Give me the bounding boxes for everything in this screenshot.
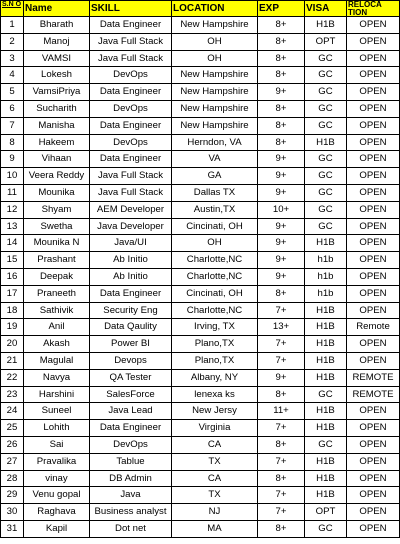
- cell-sno: 28: [1, 470, 24, 487]
- table-row: [1, 352, 400, 369]
- cell-sno: 30: [1, 504, 24, 521]
- table-row: [1, 403, 400, 420]
- cell-visa: H1B: [305, 352, 347, 369]
- cell-skill: DevOps: [90, 100, 172, 117]
- cell-relocation: OPEN: [347, 168, 400, 185]
- cell-relocation: OPEN: [347, 252, 400, 269]
- cell-relocation: OPEN: [347, 302, 400, 319]
- cell-visa: H1B: [305, 336, 347, 353]
- cell-relocation: OPEN: [347, 504, 400, 521]
- cell-skill: Ab Initio: [90, 268, 172, 285]
- cell-skill: DB Admin: [90, 470, 172, 487]
- cell-visa: OPT: [305, 33, 347, 50]
- cell-name: Mounika: [24, 184, 90, 201]
- cell-sno: 13: [1, 218, 24, 235]
- cell-relocation: OPEN: [347, 117, 400, 134]
- cell-location: MA: [172, 520, 258, 537]
- cell-relocation: OPEN: [347, 184, 400, 201]
- cell-skill: Data Qaulity: [90, 319, 172, 336]
- cell-location: Dallas TX: [172, 184, 258, 201]
- cell-sno: 19: [1, 319, 24, 336]
- cell-exp: 13+: [258, 319, 305, 336]
- cell-sno: 1: [1, 17, 24, 34]
- cell-visa: H1B: [305, 17, 347, 34]
- cell-visa: H1B: [305, 487, 347, 504]
- cell-skill: Devops: [90, 352, 172, 369]
- cell-name: Navya: [24, 369, 90, 386]
- cell-relocation: OPEN: [347, 285, 400, 302]
- cell-name: Prashant: [24, 252, 90, 269]
- cell-sno: 22: [1, 369, 24, 386]
- cell-visa: GC: [305, 218, 347, 235]
- cell-sno: 14: [1, 235, 24, 252]
- cell-exp: 9+: [258, 369, 305, 386]
- cell-location: Albany, NY: [172, 369, 258, 386]
- cell-visa: GC: [305, 168, 347, 185]
- cell-exp: 9+: [258, 235, 305, 252]
- cell-sno: 8: [1, 134, 24, 151]
- table-body: [1, 17, 400, 538]
- cell-relocation: REMOTE: [347, 386, 400, 403]
- cell-sno: 24: [1, 403, 24, 420]
- cell-sno: 4: [1, 67, 24, 84]
- cell-exp: 8+: [258, 386, 305, 403]
- cell-relocation: OPEN: [347, 520, 400, 537]
- cell-exp: 9+: [258, 268, 305, 285]
- cell-sno: 31: [1, 520, 24, 537]
- cell-exp: 7+: [258, 420, 305, 437]
- cell-name: Manisha: [24, 117, 90, 134]
- cell-visa: H1B: [305, 134, 347, 151]
- cell-visa: OPT: [305, 504, 347, 521]
- cell-sno: 25: [1, 420, 24, 437]
- cell-location: Plano,TX: [172, 352, 258, 369]
- table-row: [1, 33, 400, 50]
- cell-relocation: OPEN: [347, 50, 400, 67]
- table-row: [1, 84, 400, 101]
- table-row: [1, 151, 400, 168]
- cell-location: New Jersy: [172, 403, 258, 420]
- cell-location: New Hampshire: [172, 67, 258, 84]
- cell-sno: 10: [1, 168, 24, 185]
- table-row: [1, 201, 400, 218]
- cell-visa: GC: [305, 84, 347, 101]
- cell-exp: 8+: [258, 50, 305, 67]
- cell-location: CA: [172, 436, 258, 453]
- cell-exp: 8+: [258, 117, 305, 134]
- cell-exp: 7+: [258, 487, 305, 504]
- cell-relocation: Remote: [347, 319, 400, 336]
- table-row: [1, 470, 400, 487]
- cell-visa: GC: [305, 151, 347, 168]
- cell-relocation: OPEN: [347, 201, 400, 218]
- cell-skill: Data Engineer: [90, 17, 172, 34]
- cell-name: Sathivik: [24, 302, 90, 319]
- cell-exp: 8+: [258, 470, 305, 487]
- cell-relocation: OPEN: [347, 268, 400, 285]
- cell-skill: Business analyst: [90, 504, 172, 521]
- cell-sno: 11: [1, 184, 24, 201]
- cell-relocation: OPEN: [347, 17, 400, 34]
- cell-name: Sai: [24, 436, 90, 453]
- cell-visa: H1B: [305, 319, 347, 336]
- table-row: [1, 117, 400, 134]
- cell-exp: 7+: [258, 504, 305, 521]
- cell-location: Charlotte,NC: [172, 252, 258, 269]
- header-row: [1, 1, 400, 17]
- cell-skill: AEM Developer: [90, 201, 172, 218]
- cell-relocation: OPEN: [347, 100, 400, 117]
- cell-relocation: OPEN: [347, 84, 400, 101]
- cell-skill: Tablue: [90, 453, 172, 470]
- table-row: [1, 386, 400, 403]
- cell-visa: H1B: [305, 302, 347, 319]
- cell-skill: Java Developer: [90, 218, 172, 235]
- header-sno: S.N O: [1, 1, 24, 17]
- table-row: [1, 134, 400, 151]
- cell-exp: 9+: [258, 168, 305, 185]
- cell-location: New Hampshire: [172, 100, 258, 117]
- cell-location: TX: [172, 487, 258, 504]
- cell-location: OH: [172, 50, 258, 67]
- cell-sno: 7: [1, 117, 24, 134]
- cell-name: Praneeth: [24, 285, 90, 302]
- header-relocation: RELOCA TION: [347, 1, 400, 17]
- cell-name: Anil: [24, 319, 90, 336]
- cell-name: Pravalika: [24, 453, 90, 470]
- cell-sno: 15: [1, 252, 24, 269]
- table-row: [1, 420, 400, 437]
- table-row: [1, 302, 400, 319]
- cell-name: Deepak: [24, 268, 90, 285]
- cell-sno: 20: [1, 336, 24, 353]
- cell-name: Hakeem: [24, 134, 90, 151]
- cell-visa: H1B: [305, 470, 347, 487]
- cell-visa: H1B: [305, 369, 347, 386]
- cell-visa: GC: [305, 436, 347, 453]
- cell-visa: H1B: [305, 403, 347, 420]
- cell-sno: 23: [1, 386, 24, 403]
- cell-exp: 8+: [258, 436, 305, 453]
- cell-skill: Data Engineer: [90, 151, 172, 168]
- cell-location: New Hampshire: [172, 117, 258, 134]
- cell-name: Suneel: [24, 403, 90, 420]
- cell-location: OH: [172, 33, 258, 50]
- cell-name: Lohith: [24, 420, 90, 437]
- cell-exp: 8+: [258, 520, 305, 537]
- cell-exp: 9+: [258, 184, 305, 201]
- cell-skill: Java Full Stack: [90, 168, 172, 185]
- table-row: [1, 100, 400, 117]
- cell-name: Venu gopal: [24, 487, 90, 504]
- cell-relocation: REMOTE: [347, 369, 400, 386]
- cell-skill: Data Engineer: [90, 117, 172, 134]
- cell-skill: Data Engineer: [90, 285, 172, 302]
- cell-name: Veera Reddy: [24, 168, 90, 185]
- cell-relocation: OPEN: [347, 218, 400, 235]
- cell-name: Harshini: [24, 386, 90, 403]
- table-row: [1, 50, 400, 67]
- cell-exp: 7+: [258, 453, 305, 470]
- cell-visa: GC: [305, 201, 347, 218]
- cell-sno: 26: [1, 436, 24, 453]
- cell-location: New Hampshire: [172, 17, 258, 34]
- table-row: [1, 268, 400, 285]
- cell-exp: 11+: [258, 403, 305, 420]
- cell-relocation: OPEN: [347, 33, 400, 50]
- cell-name: Swetha: [24, 218, 90, 235]
- cell-exp: 8+: [258, 100, 305, 117]
- cell-skill: Java Full Stack: [90, 33, 172, 50]
- cell-skill: Java Lead: [90, 403, 172, 420]
- cell-exp: 9+: [258, 252, 305, 269]
- cell-visa: GC: [305, 520, 347, 537]
- cell-exp: 10+: [258, 201, 305, 218]
- cell-skill: DevOps: [90, 436, 172, 453]
- cell-visa: H1B: [305, 453, 347, 470]
- cell-relocation: OPEN: [347, 352, 400, 369]
- cell-skill: Data Engineer: [90, 420, 172, 437]
- table-row: [1, 252, 400, 269]
- table-row: [1, 436, 400, 453]
- cell-visa: h1b: [305, 268, 347, 285]
- cell-exp: 8+: [258, 67, 305, 84]
- cell-exp: 9+: [258, 84, 305, 101]
- header-location: LOCATION: [172, 1, 258, 17]
- cell-name: Mounika N: [24, 235, 90, 252]
- cell-name: vinay: [24, 470, 90, 487]
- table-row: [1, 168, 400, 185]
- cell-skill: Java Full Stack: [90, 50, 172, 67]
- cell-visa: GC: [305, 67, 347, 84]
- cell-visa: GC: [305, 117, 347, 134]
- cell-name: Magulal: [24, 352, 90, 369]
- cell-name: Kapil: [24, 520, 90, 537]
- header-name: Name: [24, 1, 90, 17]
- cell-sno: 3: [1, 50, 24, 67]
- cell-skill: DevOps: [90, 67, 172, 84]
- table-row: [1, 184, 400, 201]
- header-exp: EXP: [258, 1, 305, 17]
- cell-relocation: OPEN: [347, 336, 400, 353]
- cell-visa: H1B: [305, 235, 347, 252]
- cell-skill: Java/UI: [90, 235, 172, 252]
- cell-location: GA: [172, 168, 258, 185]
- cell-location: lenexa ks: [172, 386, 258, 403]
- cell-location: Virginia: [172, 420, 258, 437]
- cell-name: Bharath: [24, 17, 90, 34]
- table-row: [1, 235, 400, 252]
- header-visa: VISA: [305, 1, 347, 17]
- cell-name: Sucharith: [24, 100, 90, 117]
- cell-skill: Java: [90, 487, 172, 504]
- cell-location: Cincinati, OH: [172, 218, 258, 235]
- cell-sno: 18: [1, 302, 24, 319]
- cell-relocation: OPEN: [347, 453, 400, 470]
- cell-relocation: OPEN: [347, 134, 400, 151]
- cell-exp: 9+: [258, 218, 305, 235]
- cell-visa: GC: [305, 100, 347, 117]
- table-row: [1, 17, 400, 34]
- cell-relocation: OPEN: [347, 436, 400, 453]
- cell-exp: 8+: [258, 134, 305, 151]
- cell-visa: h1b: [305, 252, 347, 269]
- cell-name: VAMSI: [24, 50, 90, 67]
- cell-name: Vihaan: [24, 151, 90, 168]
- cell-visa: h1b: [305, 285, 347, 302]
- cell-name: Akash: [24, 336, 90, 353]
- cell-skill: Power BI: [90, 336, 172, 353]
- cell-location: New Hampshire: [172, 84, 258, 101]
- cell-visa: H1B: [305, 420, 347, 437]
- cell-sno: 2: [1, 33, 24, 50]
- cell-name: Shyam: [24, 201, 90, 218]
- cell-relocation: OPEN: [347, 470, 400, 487]
- cell-skill: Dot net: [90, 520, 172, 537]
- table-row: [1, 319, 400, 336]
- table-row: [1, 487, 400, 504]
- cell-location: Cincinati, OH: [172, 285, 258, 302]
- cell-skill: DevOps: [90, 134, 172, 151]
- cell-exp: 7+: [258, 352, 305, 369]
- table-row: [1, 67, 400, 84]
- cell-location: Irving, TX: [172, 319, 258, 336]
- cell-location: Austin,TX: [172, 201, 258, 218]
- cell-exp: 8+: [258, 285, 305, 302]
- cell-sno: 21: [1, 352, 24, 369]
- cell-visa: GC: [305, 386, 347, 403]
- cell-exp: 9+: [258, 151, 305, 168]
- cell-name: Raghava: [24, 504, 90, 521]
- cell-exp: 8+: [258, 33, 305, 50]
- table-row: [1, 504, 400, 521]
- cell-name: Manoj: [24, 33, 90, 50]
- cell-location: TX: [172, 453, 258, 470]
- cell-location: NJ: [172, 504, 258, 521]
- cell-name: VamsiPriya: [24, 84, 90, 101]
- cell-sno: 5: [1, 84, 24, 101]
- cell-location: Plano,TX: [172, 336, 258, 353]
- cell-sno: 29: [1, 487, 24, 504]
- table-row: [1, 336, 400, 353]
- cell-sno: 9: [1, 151, 24, 168]
- cell-name: Lokesh: [24, 67, 90, 84]
- cell-relocation: OPEN: [347, 403, 400, 420]
- cell-skill: Data Engineer: [90, 84, 172, 101]
- cell-exp: 8+: [258, 17, 305, 34]
- cell-skill: Java Full Stack: [90, 184, 172, 201]
- cell-relocation: OPEN: [347, 151, 400, 168]
- cell-sno: 27: [1, 453, 24, 470]
- cell-location: VA: [172, 151, 258, 168]
- cell-location: Herndon, VA: [172, 134, 258, 151]
- table-row: [1, 453, 400, 470]
- cell-location: Charlotte,NC: [172, 302, 258, 319]
- cell-skill: QA Tester: [90, 369, 172, 386]
- cell-exp: 7+: [258, 336, 305, 353]
- cell-sno: 12: [1, 201, 24, 218]
- table-row: [1, 369, 400, 386]
- cell-skill: Security Eng: [90, 302, 172, 319]
- cell-location: CA: [172, 470, 258, 487]
- cell-relocation: OPEN: [347, 235, 400, 252]
- table-row: [1, 520, 400, 537]
- cell-location: Charlotte,NC: [172, 268, 258, 285]
- cell-relocation: OPEN: [347, 420, 400, 437]
- cell-visa: GC: [305, 50, 347, 67]
- table-row: [1, 285, 400, 302]
- cell-sno: 6: [1, 100, 24, 117]
- cell-relocation: OPEN: [347, 487, 400, 504]
- cell-location: OH: [172, 235, 258, 252]
- cell-skill: Ab Initio: [90, 252, 172, 269]
- header-skill: SKILL: [90, 1, 172, 17]
- cell-sno: 17: [1, 285, 24, 302]
- cell-exp: 7+: [258, 302, 305, 319]
- cell-relocation: OPEN: [347, 67, 400, 84]
- cell-visa: GC: [305, 184, 347, 201]
- cell-sno: 16: [1, 268, 24, 285]
- table-row: [1, 218, 400, 235]
- cell-skill: SalesForce: [90, 386, 172, 403]
